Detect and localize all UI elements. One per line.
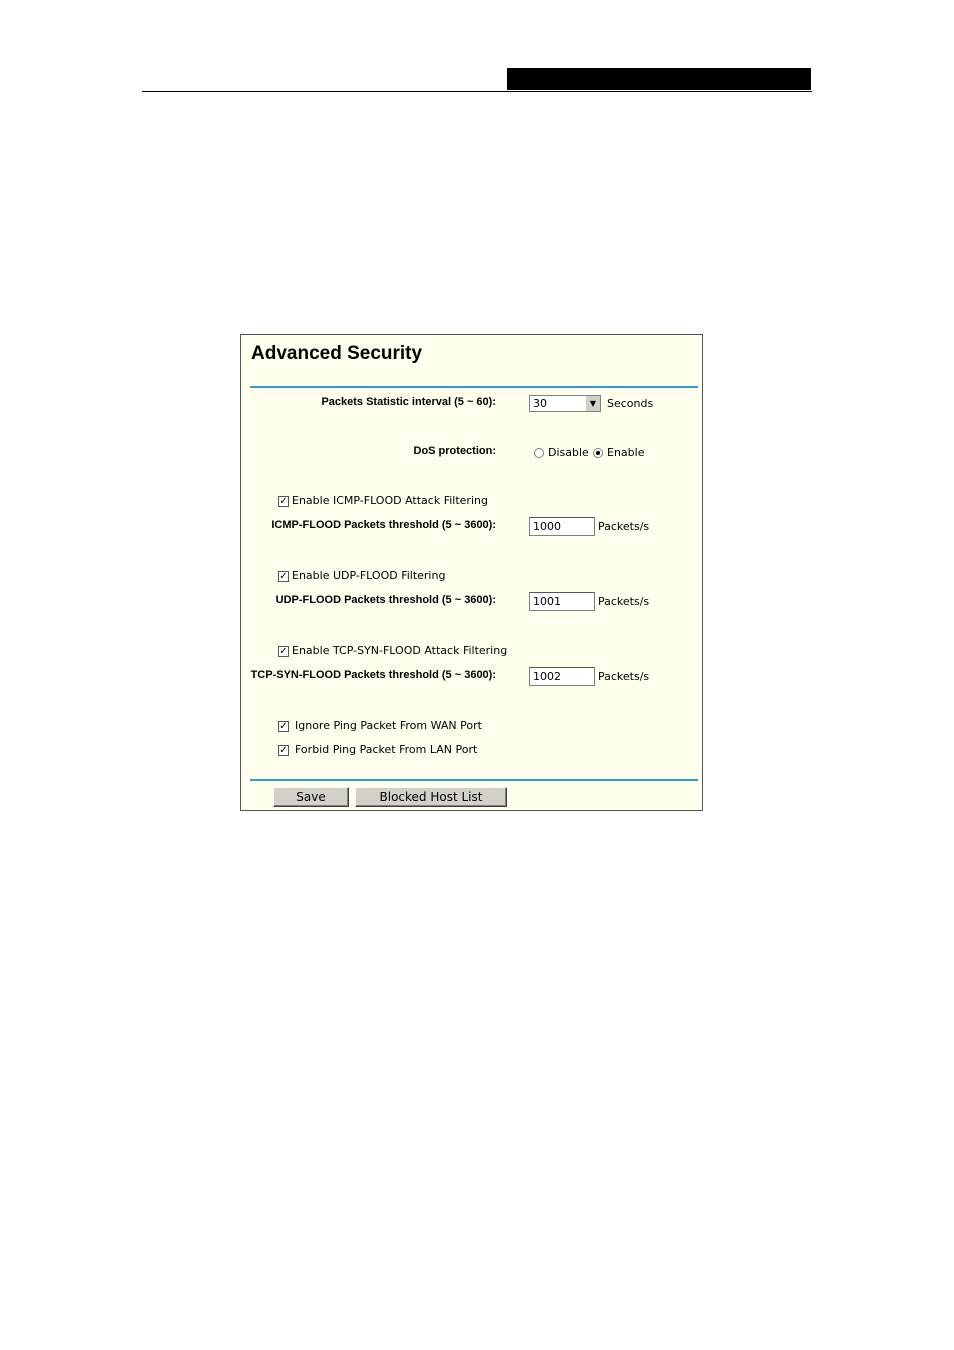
udp-flood-checkbox[interactable]: ✓ xyxy=(279,571,288,582)
bottom-divider xyxy=(250,779,698,781)
document-header-rule xyxy=(142,91,812,92)
icmp-threshold-input[interactable] xyxy=(529,517,595,536)
chevron-down-icon[interactable]: ▼ xyxy=(585,396,600,411)
dos-disable-label: Disable xyxy=(548,446,589,459)
icmp-threshold-unit: Packets/s xyxy=(598,520,650,533)
page-title: Advanced Security xyxy=(251,343,423,364)
tcp-syn-flood-checkbox[interactable]: ✓ xyxy=(279,646,288,657)
ignore-ping-wan-checkbox[interactable]: ✓ xyxy=(279,721,288,732)
top-divider xyxy=(250,386,698,388)
icmp-threshold-label: ICMP-FLOOD Packets threshold (5 ~ 3600): xyxy=(271,519,496,531)
udp-threshold-label: UDP-FLOOD Packets threshold (5 ~ 3600): xyxy=(275,594,496,606)
tcp-threshold-input[interactable] xyxy=(529,667,595,686)
packets-interval-select[interactable] xyxy=(529,395,601,412)
packets-interval-label: Packets Statistic interval (5 ~ 60): xyxy=(321,396,496,408)
udp-flood-checkbox-label: Enable UDP-FLOOD Filtering xyxy=(292,569,446,582)
udp-threshold-unit: Packets/s xyxy=(598,595,650,608)
packets-interval-unit: Seconds xyxy=(607,397,654,410)
save-button[interactable]: Save xyxy=(273,787,349,807)
ignore-ping-wan-label: Ignore Ping Packet From WAN Port xyxy=(295,719,482,732)
dos-disable-radio[interactable] xyxy=(534,448,544,458)
document-header-bar xyxy=(507,68,811,90)
dos-enable-label: Enable xyxy=(607,446,645,459)
forbid-ping-lan-label: Forbid Ping Packet From LAN Port xyxy=(295,743,478,756)
packets-interval-value: 30 xyxy=(533,397,547,410)
udp-threshold-input[interactable] xyxy=(529,592,595,611)
dos-enable-radio[interactable] xyxy=(593,448,603,458)
tcp-threshold-unit: Packets/s xyxy=(598,670,650,683)
blocked-host-list-button[interactable]: Blocked Host List xyxy=(355,787,507,807)
icmp-flood-checkbox-label: Enable ICMP-FLOOD Attack Filtering xyxy=(292,494,488,507)
tcp-threshold-label: TCP-SYN-FLOOD Packets threshold (5 ~ 3600): xyxy=(250,669,496,681)
tcp-syn-flood-checkbox-label: Enable TCP-SYN-FLOOD Attack Filtering xyxy=(292,644,508,657)
icmp-flood-checkbox[interactable]: ✓ xyxy=(279,496,288,507)
forbid-ping-lan-checkbox[interactable]: ✓ xyxy=(279,745,288,756)
advanced-security-panel xyxy=(240,334,703,811)
dos-protection-label: DoS protection: xyxy=(413,445,496,457)
